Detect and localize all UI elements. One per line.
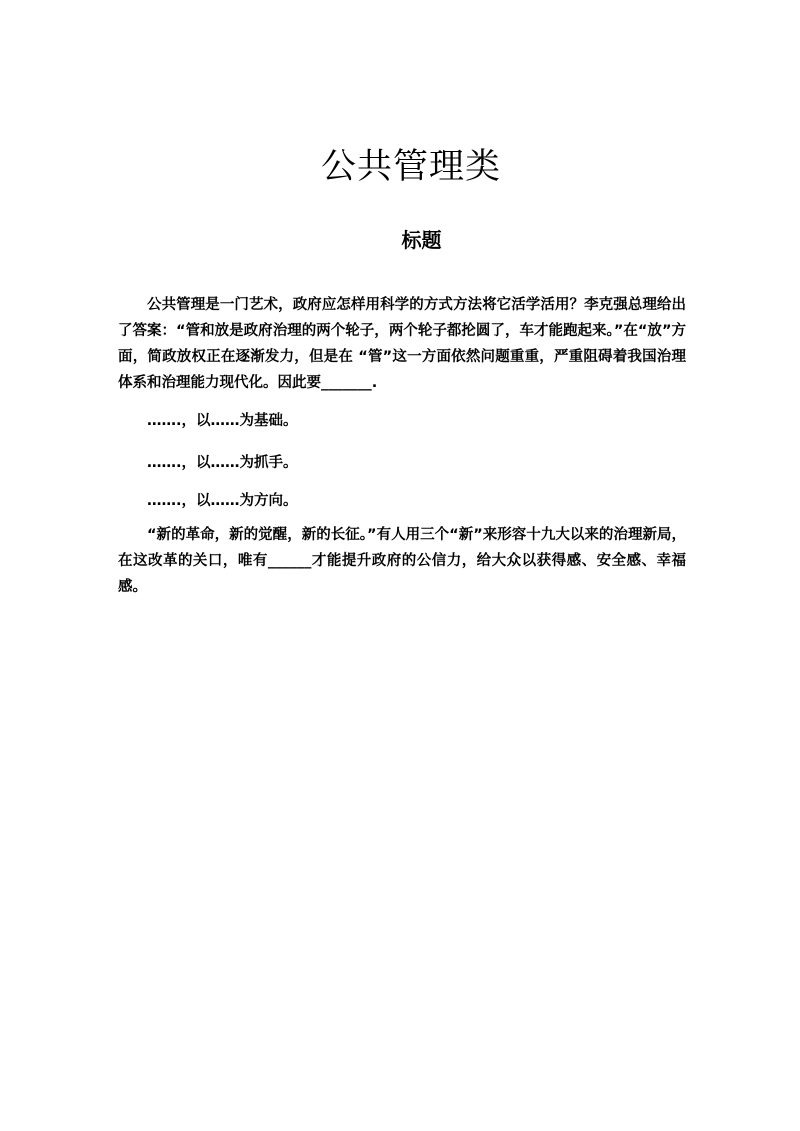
- paragraph-conclusion: “新的革命，新的觉醒，新的长征。”有人用三个“新”来形容十九大以来的治理新局，在这改革的关口，唯有______才能提升政府的公信力，给大众以获得感、安全感、幸福感。: [118, 527, 686, 595]
- document-subtitle: 标题: [401, 228, 442, 252]
- paragraph-point-lever: …….，以……为抓手。: [147, 455, 298, 471]
- paragraph-intro: 公共管理是一门艺术，政府应怎样用科学的方式方法将它活学活用？李克强总理给出了答案：“管和放是政府治理的两个轮子，两个轮子都抡圆了，车才能跑起来。”在“放”方面，简政放权正在逐渐发力，但是在 “管”这一方面依然问题重重，严重阻碍着我国治理体系和治理能力现代化。因此要_______.: [118, 297, 686, 391]
- document-title: 公共管理类: [320, 147, 501, 187]
- paragraph-point-direction: …….，以……为方向。: [147, 493, 298, 509]
- paragraph-point-basis: …….，以……为基础。: [147, 413, 298, 429]
